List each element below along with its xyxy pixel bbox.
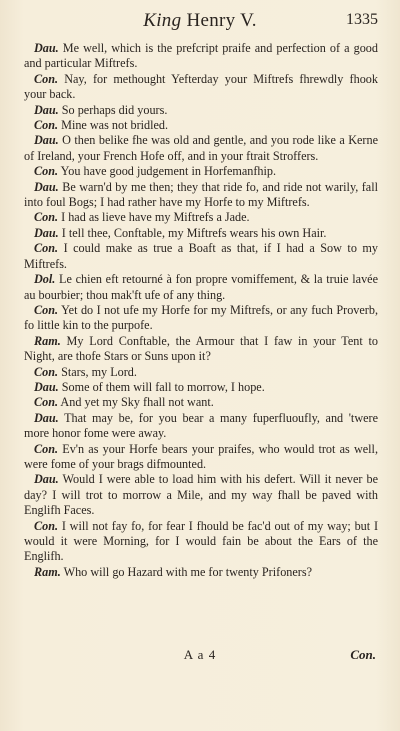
play-text xyxy=(24,41,378,580)
speech-text: Who will go Hazard with me for twenty Prifoners? xyxy=(60,564,312,579)
speech-line xyxy=(24,133,378,164)
speech-text: Me well, which is the prefcript praife and perfection of a good and particular Miftrefs. xyxy=(24,41,378,71)
speech-line xyxy=(24,472,378,518)
speech-line xyxy=(24,226,378,241)
speaker-name: Con. xyxy=(34,395,59,410)
speech-text: Yet do I not ufe my Horfe for my Miftrefs, or any fuch Proverb, fo little kin to the purpofe. xyxy=(24,302,378,333)
speaker-name: Con. xyxy=(34,518,59,533)
running-title-italic: King xyxy=(143,10,182,31)
speech-line xyxy=(24,118,378,133)
speech-text: Stars, my Lord. xyxy=(58,364,137,379)
speaker-name: Con. xyxy=(34,364,59,379)
speaker-name: Dau. xyxy=(34,472,59,487)
page-number: 1335 xyxy=(346,11,378,28)
speech-text: Ev'n as your Horfe bears your praifes, who would trot as well, were fome of your brags difmounted. xyxy=(24,441,378,471)
speaker-name: Dau. xyxy=(34,225,59,240)
speech-text: Le chien eft retourné à fon propre vomiffement, & la truie lavée au bourbier; thou mak'ft ufe of any thing. xyxy=(24,272,378,302)
speaker-name: Ram. xyxy=(34,564,61,579)
speech-line xyxy=(24,180,378,211)
speech-text: O then belike fhe was old and gentle, and you rode like a Kerne of Ireland, your French Hofe off, and in your ftrait Stroffers. xyxy=(24,133,378,163)
speech-line xyxy=(24,210,378,225)
speaker-name: Dau. xyxy=(34,133,59,148)
speaker-name: Con. xyxy=(34,441,59,456)
speech-text: Mine was not bridled. xyxy=(58,118,169,133)
speech-line xyxy=(24,303,378,334)
speaker-name: Dau. xyxy=(34,41,59,55)
speech-text: I will not fay fo, for fear I fhould be fac'd out of my way; but I would it were Morning, for I would fain be about the Ears of the Englifh. xyxy=(24,518,378,564)
speech-line xyxy=(24,72,378,103)
speech-text: So perhaps did yours. xyxy=(58,102,168,117)
speech-text: I tell thee, Conftable, my Miftrefs wears his own Hair. xyxy=(58,225,327,240)
running-title xyxy=(0,10,400,32)
speech-text: Nay, for methought Yefterday your Miftrefs fhrewdly fhook your back. xyxy=(24,71,378,102)
speech-line xyxy=(24,380,378,395)
speaker-name: Ram. xyxy=(34,333,61,348)
speaker-name: Con. xyxy=(34,164,59,179)
speech-text: That may be, for you bear a many fuperfluoufly, and 'twere more honor fome were away. xyxy=(24,410,378,441)
speech-text: Be warn'd by me then; they that ride fo, and ride not warily, fall into foul Bogs; I had rather have my Horfe to my Miftrefs. xyxy=(24,179,378,210)
speech-text: My Lord Conftable, the Armour that I faw in your Tent to Night, are thofe Stars or Suns upon it? xyxy=(24,333,378,364)
speaker-name: Dau. xyxy=(34,410,59,425)
speech-text: I had as lieve have my Miftrefs a Jade. xyxy=(58,210,250,225)
speaker-name: Dau. xyxy=(34,102,59,117)
speaker-name: Con. xyxy=(34,241,59,256)
speech-text: Would I were able to load him with his defert. Will it never be day? I will trot to morrow a Mile, and my way fhall be paved with Englifh Faces. xyxy=(24,472,378,518)
speech-text: And yet my Sky fhall not want. xyxy=(58,395,214,410)
speech-line xyxy=(24,241,378,272)
speaker-name: Con. xyxy=(34,210,59,225)
speech-line xyxy=(24,272,378,303)
speech-text: I could make as true a Boaft as that, if I had a Sow to my Miftrefs. xyxy=(24,241,378,271)
speaker-name: Dau. xyxy=(34,179,59,194)
speech-line xyxy=(24,565,378,580)
speech-line xyxy=(24,395,378,410)
speech-line xyxy=(24,103,378,118)
page-header xyxy=(0,10,400,32)
speaker-name: Con. xyxy=(34,302,59,317)
speaker-name: Dol. xyxy=(34,272,56,287)
speech-text: You have good judgement in Horfemanfhip. xyxy=(58,164,277,179)
signature-mark: A a 4 xyxy=(183,647,217,662)
speech-text: Some of them will fall to morrow, I hope. xyxy=(58,379,265,394)
speech-line xyxy=(24,365,378,380)
speech-line xyxy=(24,411,378,442)
page-footer xyxy=(0,647,400,667)
speech-line xyxy=(24,334,378,365)
speaker-name: Con. xyxy=(34,118,59,133)
speech-line xyxy=(24,442,378,473)
running-title-roman: Henry V. xyxy=(181,10,257,31)
catchword: Con. xyxy=(350,647,376,662)
speech-line xyxy=(24,164,378,179)
speaker-name: Dau. xyxy=(34,379,59,394)
speech-line xyxy=(24,519,378,565)
speaker-name: Con. xyxy=(34,71,59,86)
speech-line xyxy=(24,41,378,72)
